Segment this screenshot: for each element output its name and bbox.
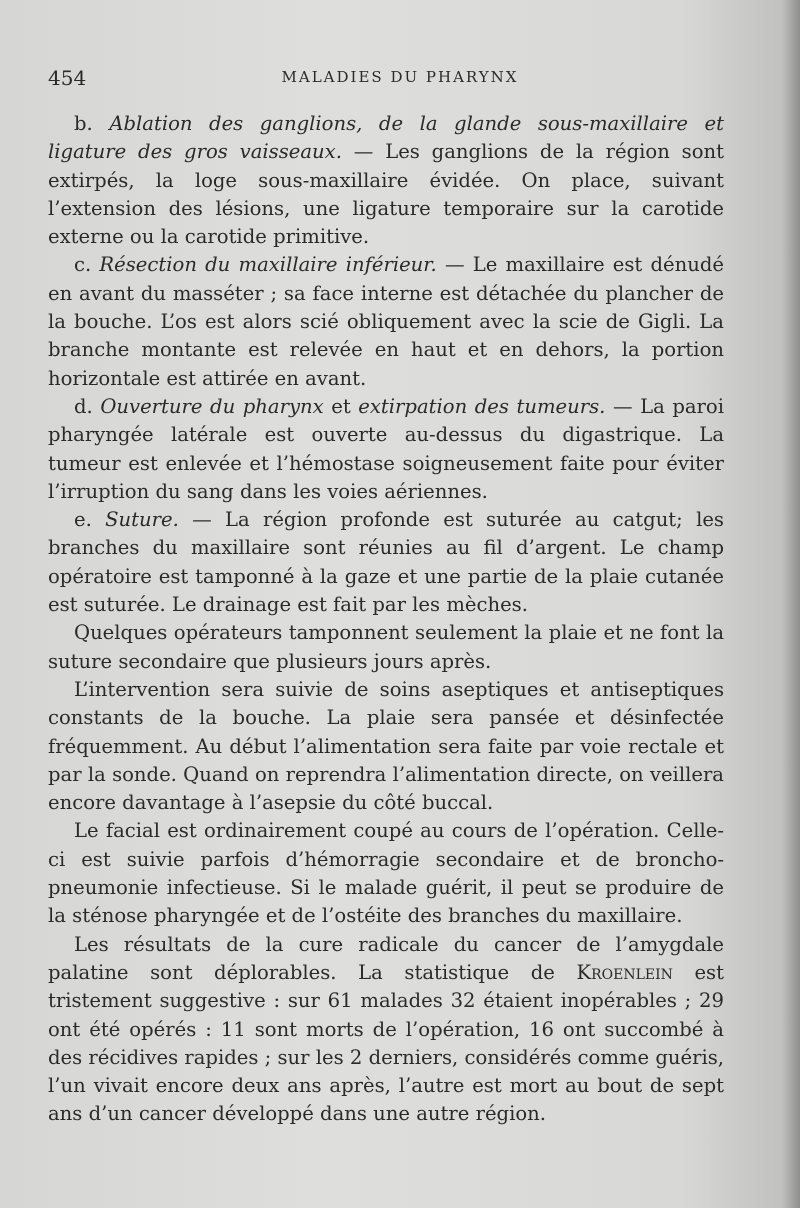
author-name: Kroenlein xyxy=(576,960,673,984)
item-title-e: Suture. xyxy=(105,508,179,532)
item-label-c: c. xyxy=(74,253,92,277)
paragraph-8 xyxy=(48,931,724,1129)
item-label-d: d. xyxy=(74,394,93,418)
paragraph-8-before: Les résultats de la cure radicale du cancer de l’amygdale palatine sont déplorables. La statistique de xyxy=(48,932,724,984)
paragraph-d xyxy=(48,393,724,506)
item-title-b: Ablation des ganglions, de la glande sous-maxillaire et ligature des gros vaisseaux. xyxy=(48,112,724,164)
item-connector-d: et xyxy=(323,394,359,418)
item-title-c: Résection du maxillaire inférieur. xyxy=(99,253,437,277)
paragraph-7: Le facial est ordinairement coupé au cours de l’opération. Celle-ci est suivie parfois d’hémorragie secondaire et de broncho-pneumonie infectieuse. Si le malade guérit, il peut se produire de la sténose pharyngée et de l’ostéite des branches du maxillaire. xyxy=(48,819,724,928)
paragraph-6: L’intervention sera suivie de soins aseptiques et antiseptiques constants de la bouche. La plaie sera pansée et désinfectée fréquemment. Au début l’alimentation sera faite par voie rectale et par la sonde. Quand on reprendra l’alimentation directe, on veillera encore davantage à l’asepsie du côté buccal. xyxy=(48,677,724,815)
item-title-d-part1: Ouverture du pharynx xyxy=(100,394,324,418)
item-body-b: — Les ganglions de la région sont extirpés, la loge sous-maxillaire évidée. On place, suivant l’extension des lésions, une ligature temporaire sur la carotide externe ou la carotide primitive. xyxy=(48,140,724,249)
item-title-d-part2: extirpation des tumeurs. xyxy=(358,394,606,418)
paragraph-8-after: est tristement suggestive : sur 61 malades 32 étaient inopérables ; 29 ont été opérés : 11 sont morts de l’opération, 16 ont succombé à des récidives rapides ; sur les 2 derniers, considérés comme guéris, l’un vivait encore deux ans après, l’autre est mort au bout de sept ans d’un cancer développé dans une autre région. xyxy=(48,960,724,1126)
item-label-e: e. xyxy=(74,508,92,532)
item-body-e: — La région profonde est suturée au catgut; les branches du maxillaire sont réunies au fil d’argent. Le champ opératoire est tamponné à la gaze et une partie de la plaie cutanée est suturée. Le drainage est fait par les mèches. xyxy=(48,508,724,617)
paragraph-c xyxy=(48,251,724,392)
running-head xyxy=(48,66,752,90)
item-body-d: — La paroi pharyngée latérale est ouverte au-dessus du digastrique. La tumeur est enlevée et l’hémostase soigneusement faite pour éviter l’irruption du sang dans les voies aériennes. xyxy=(48,394,724,503)
body-text xyxy=(48,110,724,1129)
item-label-b: b. xyxy=(74,112,93,135)
running-title: MALADIES DU PHARYNX xyxy=(281,68,519,86)
paragraph-5: Quelques opérateurs tamponnent seulement la plaie et ne font la suture secondaire que plusieurs jours après. xyxy=(48,621,724,673)
page-edge-shadow xyxy=(782,0,800,1208)
paragraph-b xyxy=(48,110,724,251)
paragraph-e xyxy=(48,506,724,619)
item-body-c: — Le maxillaire est dénudé en avant du masséter ; sa face interne est détachée du plancher de la bouche. L’os est alors scié obliquement avec la scie de Gigli. La branche montante est relevée en haut et en dehors, la portion horizontale est attirée en avant. xyxy=(48,253,725,390)
page-number: 454 xyxy=(48,66,87,90)
